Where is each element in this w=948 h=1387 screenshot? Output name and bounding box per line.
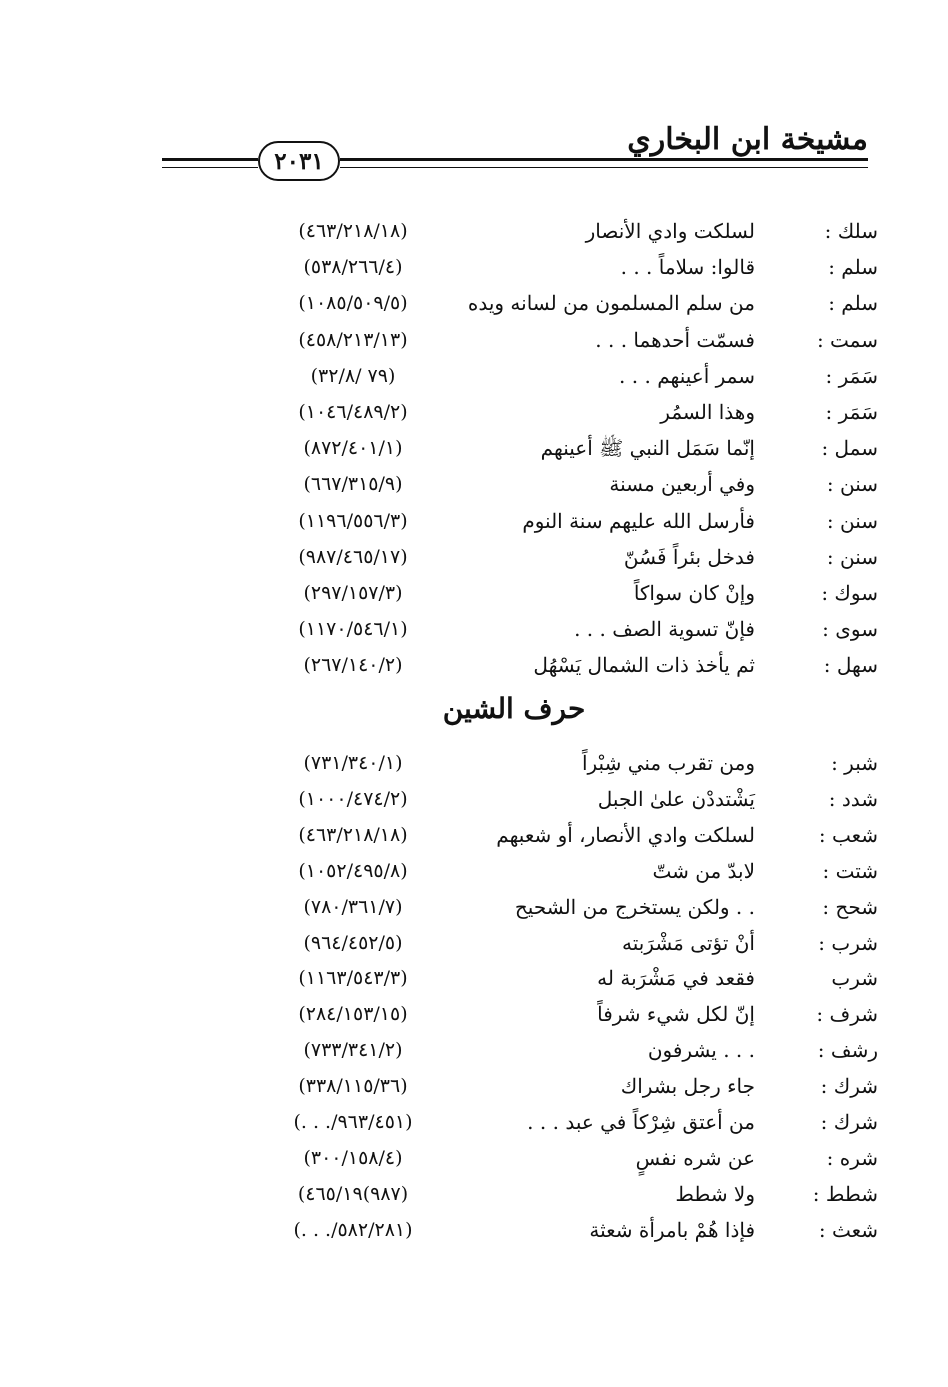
entry-reference: (١٠٥٢/٤٩٥/٨)	[298, 859, 408, 882]
entry-reference: (٣٣٨/١١٥/٣٦)	[298, 1075, 408, 1098]
index-entry	[0, 575, 948, 611]
index-entry	[0, 817, 948, 853]
entry-reference: (٨٧٢/٤٠١/١)	[303, 437, 403, 460]
entry-phrase: فأرسل الله عليهم سنة النوم	[522, 508, 755, 533]
entry-phrase: وهذا السمُر	[660, 400, 755, 424]
entry-phrase: فإذا هُمْ بامرأة شعثة	[589, 1217, 755, 1242]
header-rule-right	[340, 158, 868, 168]
entry-phrase: فدخل بئراً فَسُنّ	[623, 544, 755, 569]
entry-reference: (٧٣٣/٣٤١/٢)	[303, 1039, 403, 1062]
entry-reference: (٧٩ /٣٢/٨)	[310, 364, 396, 387]
index-entry	[0, 1068, 948, 1104]
index-entry	[0, 358, 948, 394]
book-title: مشيخة ابن البخاري	[627, 122, 868, 157]
entry-reference: (٧٨٠/٣٦١/٧)	[303, 895, 403, 918]
entry-root: سمل :	[821, 436, 878, 461]
index-entry	[0, 996, 948, 1032]
entry-reference: (١١٦٣/٥٤٣/٣)	[298, 967, 408, 990]
index-entry	[0, 1176, 948, 1212]
entry-reference: (٥٨٢/٢٨١/. . .)	[293, 1218, 413, 1241]
entry-root: سلك :	[824, 219, 878, 243]
section-heading: حرف الشين	[442, 692, 586, 725]
entry-root: شرف :	[816, 1002, 878, 1027]
entry-phrase: من سلم المسلمون من لسانه ويده	[467, 291, 755, 316]
entry-reference: (١١٧٠/٥٤٦/١)	[298, 618, 408, 641]
entry-reference: (٩٦٣/٤٥١/. . .)	[293, 1111, 413, 1133]
entry-root: سَمَر :	[825, 363, 878, 388]
index-entry	[0, 466, 948, 502]
entry-phrase: وفي أربعين مسنة	[609, 472, 755, 497]
entry-reference: (٤٦٣/٢١٨/١٨)	[298, 220, 408, 242]
entry-root: سَمَر :	[825, 400, 878, 424]
entry-phrase: إنّما سَمَل النبي ﷺ أعينهم	[540, 436, 755, 461]
index-entry	[0, 647, 948, 683]
entry-reference: (١٠٤٦/٤٨٩/٢)	[298, 401, 408, 423]
entry-phrase: من أعتق شِرْكاً في عبد . . .	[527, 1110, 755, 1134]
index-entry	[0, 1140, 948, 1176]
index-entry	[0, 213, 948, 249]
entry-root: سلم :	[828, 255, 878, 280]
header-rule-left	[162, 158, 258, 168]
entry-reference: (٩٨٧/٤٦٥/١٧)	[298, 545, 408, 568]
index-entry	[0, 611, 948, 647]
entry-root: شرب :	[818, 930, 878, 955]
entry-root: سنن :	[826, 472, 878, 497]
entry-phrase: سمر أعينهم . . .	[619, 363, 755, 388]
index-entry	[0, 1104, 948, 1140]
entry-root: رشف :	[817, 1038, 878, 1063]
entry-reference: (٢٩٧/١٥٧/٣)	[303, 582, 403, 604]
entry-root: سهل :	[823, 653, 878, 678]
entry-root: سوك :	[821, 581, 878, 605]
index-entry	[0, 285, 948, 321]
entry-reference: (١١٩٦/٥٥٦/٣)	[298, 509, 408, 532]
entry-root: سنن :	[826, 544, 878, 569]
entry-phrase: فقعد في مَشْرَبة له	[597, 966, 755, 991]
entry-phrase: أنْ تؤتى مَشْرَبته	[621, 930, 755, 955]
entry-reference: (٢٦٧/١٤٠/٢)	[303, 654, 403, 677]
entry-root: شعث :	[818, 1217, 878, 1242]
entry-phrase: جاء رجل بشراك	[620, 1074, 755, 1099]
entry-reference: (١٠٠٠/٤٧٤/٢)	[298, 787, 408, 810]
index-entry	[0, 249, 948, 285]
entry-root: شره :	[826, 1145, 878, 1170]
entry-phrase: لسلكت وادي الأنصار، أو شعبهم	[496, 822, 755, 847]
entry-root: سلم :	[828, 291, 878, 316]
entry-reference: (٤٦٣/٢١٨/١٨)	[298, 823, 408, 846]
entry-phrase: فإنّ تسوية الصف . . .	[574, 617, 755, 642]
entry-root: شطط :	[812, 1181, 878, 1206]
entry-root: شدد :	[828, 786, 878, 811]
entry-root: شتت :	[822, 858, 878, 883]
entry-root: شرك :	[820, 1110, 878, 1134]
entry-reference: (٩٨٧)٤٦٥/١٩)	[297, 1182, 409, 1205]
entry-root: شبر :	[831, 751, 878, 775]
entry-phrase: لابدّ من شتّ	[652, 858, 755, 883]
entry-root: شرب	[831, 966, 878, 991]
entry-reference: (٤٥٨/٢١٣/١٣)	[298, 328, 408, 351]
entry-phrase: وإنْ كان سواكاً	[633, 581, 755, 605]
entry-phrase: عن شره نفسٍ	[635, 1145, 755, 1170]
entry-reference: (٥٣٨/٢٦٦/٤)	[303, 256, 403, 279]
index-entry	[0, 889, 948, 925]
entry-phrase: لسلكت وادي الأنصار	[585, 219, 755, 243]
entry-phrase: ولا شطط	[675, 1181, 755, 1206]
index-entry	[0, 960, 948, 996]
index-entry	[0, 853, 948, 889]
entry-phrase: إنّ لكل شيء شرفاً	[597, 1002, 755, 1027]
entry-reference: (٦٦٧/٣١٥/٩)	[303, 473, 403, 496]
index-entry	[0, 503, 948, 539]
entry-phrase: فسمّت أحدهما . . .	[595, 327, 755, 352]
index-entry	[0, 539, 948, 575]
index-entry	[0, 745, 948, 781]
entry-phrase: ومن تقرب مني شِبْراً	[581, 751, 755, 775]
entry-phrase: قالوا: سلاماً . . .	[620, 255, 755, 280]
entry-root: سمت :	[816, 327, 878, 352]
index-entry	[0, 781, 948, 817]
page-number: ٢٠٣١	[258, 141, 340, 181]
index-entry	[0, 1212, 948, 1248]
entry-root: سوى :	[822, 617, 878, 642]
entry-root: شرك :	[820, 1074, 878, 1099]
entry-root: سنن :	[826, 508, 878, 533]
index-entry	[0, 925, 948, 961]
entry-reference: (٢٨٤/١٥٣/١٥)	[298, 1003, 408, 1026]
index-entry	[0, 1032, 948, 1068]
entry-phrase: ثم يأخذ ذات الشمال يَسْهُل	[533, 653, 755, 678]
entry-phrase: . . . يشرفون	[647, 1038, 755, 1063]
entry-phrase: . . ولكن يستخرج من الشحيح	[514, 894, 755, 919]
entry-phrase: يَشْتددْن علىٰ الجبل	[597, 786, 755, 811]
index-entry	[0, 394, 948, 430]
entry-reference: (٩٦٤/٤٥٢/٥)	[303, 931, 403, 954]
entry-reference: (٣٠٠/١٥٨/٤)	[303, 1146, 403, 1169]
entry-reference: (١٠٨٥/٥٠٩/٥)	[298, 292, 408, 315]
entry-root: شعب :	[818, 822, 878, 847]
entry-root: شحح :	[822, 894, 878, 919]
entry-reference: (٧٣١/٣٤٠/١)	[303, 752, 403, 774]
index-entry	[0, 430, 948, 466]
index-entry	[0, 322, 948, 358]
